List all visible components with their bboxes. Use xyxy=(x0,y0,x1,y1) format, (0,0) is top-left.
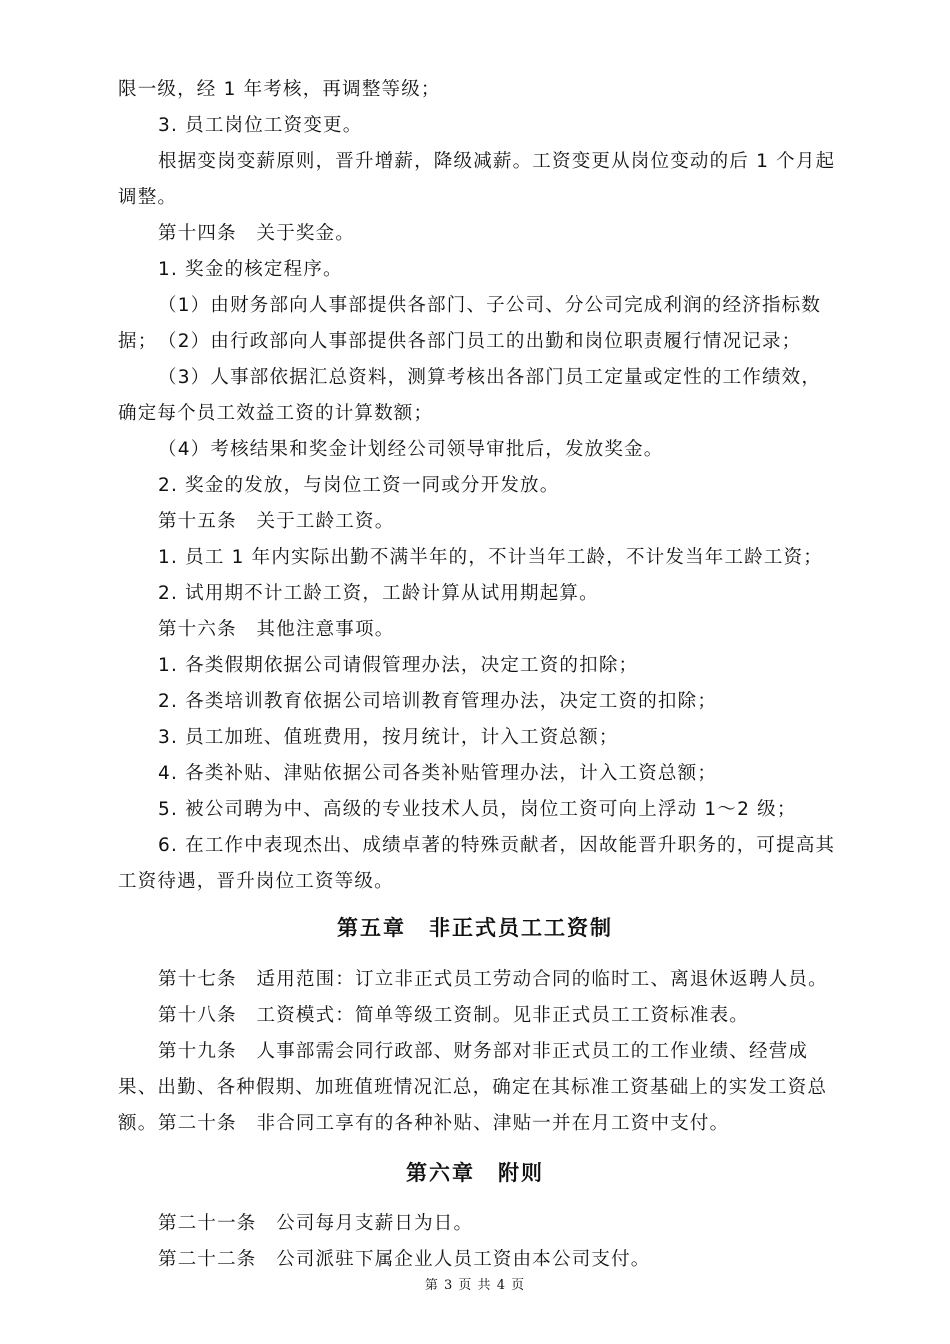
paragraph: 2. 各类培训教育依据公司培训教育管理办法，决定工资的扣除； xyxy=(158,691,718,712)
article-heading: 第十六条 其他注意事项。 xyxy=(158,619,395,640)
list-item: （3）人事部依据汇总资料，测算考核出各部门员工定量或定性的工作绩效，确定每个员工效益工资的计算数额； xyxy=(118,367,822,424)
article-heading: 第十四条 关于奖金。 xyxy=(158,223,356,244)
article-heading: 第二十一条 公司每月支薪日为日。 xyxy=(158,1213,474,1234)
paragraph: 4. 各类补贴、津贴依据公司各类补贴管理办法，计入工资总额； xyxy=(158,763,718,784)
list-item: （2）由行政部向人事部提供各部门员工的出勤和岗位职责履行情况记录； xyxy=(158,331,802,352)
paragraph: 1. 各类假期依据公司请假管理办法，决定工资的扣除； xyxy=(158,655,639,676)
paragraph: 5. 被公司聘为中、高级的专业技术人员，岗位工资可向上浮动 1～2 级； xyxy=(158,799,797,820)
chapter-title: 第六章 附则 xyxy=(406,1161,544,1185)
article-heading: 第二十条 非合同工享有的各种补贴、津贴一并在月工资中支付。 xyxy=(158,1113,730,1134)
list-item: （4）考核结果和奖金计划经公司领导审批后，发放奖金。 xyxy=(158,439,664,460)
paragraph: 1. 奖金的核定程序。 xyxy=(158,259,343,280)
page-footer: 第 3 页 共 4 页 xyxy=(424,1278,526,1293)
article-heading: 第十五条 关于工龄工资。 xyxy=(158,511,395,532)
article-heading: 第十七条 适用范围：订立非正式员工劳动合同的临时工、离退休返聘人员。 xyxy=(158,969,828,990)
paragraph: 限一级，经 1 年考核，再调整等级； xyxy=(118,79,441,100)
paragraph: 3. 员工加班、值班费用，按月统计，计入工资总额； xyxy=(158,727,619,748)
paragraph: 2. 试用期不计工龄工资，工龄计算从试用期起算。 xyxy=(158,583,599,604)
article-heading: 第十八条 工资模式：简单等级工资制。见非正式员工工资标准表。 xyxy=(158,1005,750,1026)
chapter-title: 第五章 非正式员工工资制 xyxy=(337,916,613,940)
article-heading: 第十九条 人事部需会同行政部、财务部对非正式员工的工作业绩、经营成果、出勤、各种假期、加班值班情况汇总，确定在其标准工资基础上的实发工资总额。 xyxy=(118,1041,828,1134)
list-item: （1）由财务部向人事部提供各部门、子公司、分公司完成利润的经济指标数据； xyxy=(118,295,822,352)
paragraph: 根据变岗变薪原则，晋升增薪，降级减薪。工资变更从岗位变动的后 1 个月起调整。 xyxy=(118,151,836,208)
paragraph: 2. 奖金的发放，与岗位工资一同或分开发放。 xyxy=(158,475,560,496)
paragraph: 6. 在工作中表现杰出、成绩卓著的特殊贡献者，因故能晋升职务的，可提高其工资待遇，晋升岗位工资等级。 xyxy=(118,835,836,892)
article-heading: 第二十二条 公司派驻下属企业人员工资由本公司支付。 xyxy=(158,1249,651,1270)
paragraph: 3. 员工岗位工资变更。 xyxy=(158,115,363,136)
paragraph: 1. 员工 1 年内实际出勤不满半年的，不计当年工龄，不计发当年工龄工资； xyxy=(158,547,823,568)
